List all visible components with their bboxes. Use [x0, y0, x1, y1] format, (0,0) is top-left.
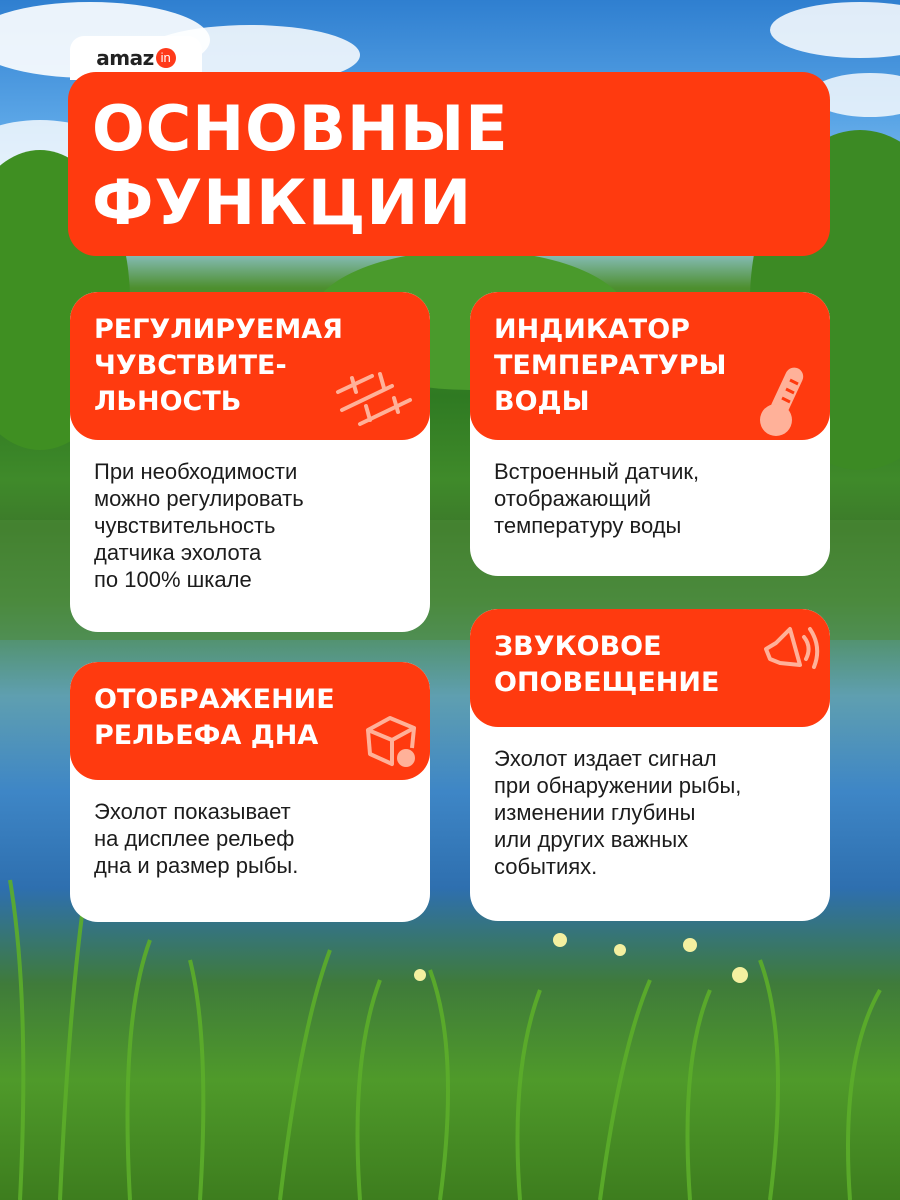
feature-card-header: [70, 292, 430, 440]
feature-card-header: [70, 662, 430, 780]
title-line-1: ОСНОВНЫЕ: [92, 92, 509, 165]
feature-card-title: ОТОБРАЖЕНИЕ РЕЛЬЕФА ДНА: [94, 684, 335, 751]
feature-card-text: Эхолот показывает на дисплее рельеф дна и размер рыбы.: [94, 799, 299, 878]
feature-card-text: Эхолот издает сигнал при обнаружении рыбы, изменении глубины или других важных событиях.: [494, 746, 742, 879]
feature-card-title: ИНДИКАТОР ТЕМПЕРАТУРЫ ВОДЫ: [494, 314, 727, 417]
feature-card-header: [470, 292, 830, 440]
logo-text: amaz: [96, 46, 154, 70]
feature-card-sound-alert: [470, 609, 830, 921]
page-title: [68, 72, 830, 256]
feature-card-text: Встроенный датчик, отображающий температуру воды: [494, 459, 700, 538]
feature-card-title: РЕГУЛИРУЕМАЯ ЧУВСТВИТЕ- ЛЬНОСТЬ: [94, 314, 343, 417]
title-line-2: ФУНКЦИИ: [92, 166, 473, 239]
feature-card-sensitivity: [70, 292, 430, 632]
feature-card-title: ЗВУКОВОЕ ОПОВЕЩЕНИЕ: [494, 631, 720, 698]
feature-card-header: [470, 609, 830, 727]
feature-card-water-temperature: [470, 292, 830, 576]
feature-card-bottom-relief: [70, 662, 430, 922]
logo-badge: in: [156, 48, 176, 68]
feature-card-text: При необходимости можно регулировать чувствительность датчика эхолота по 100% шкале: [94, 459, 304, 592]
